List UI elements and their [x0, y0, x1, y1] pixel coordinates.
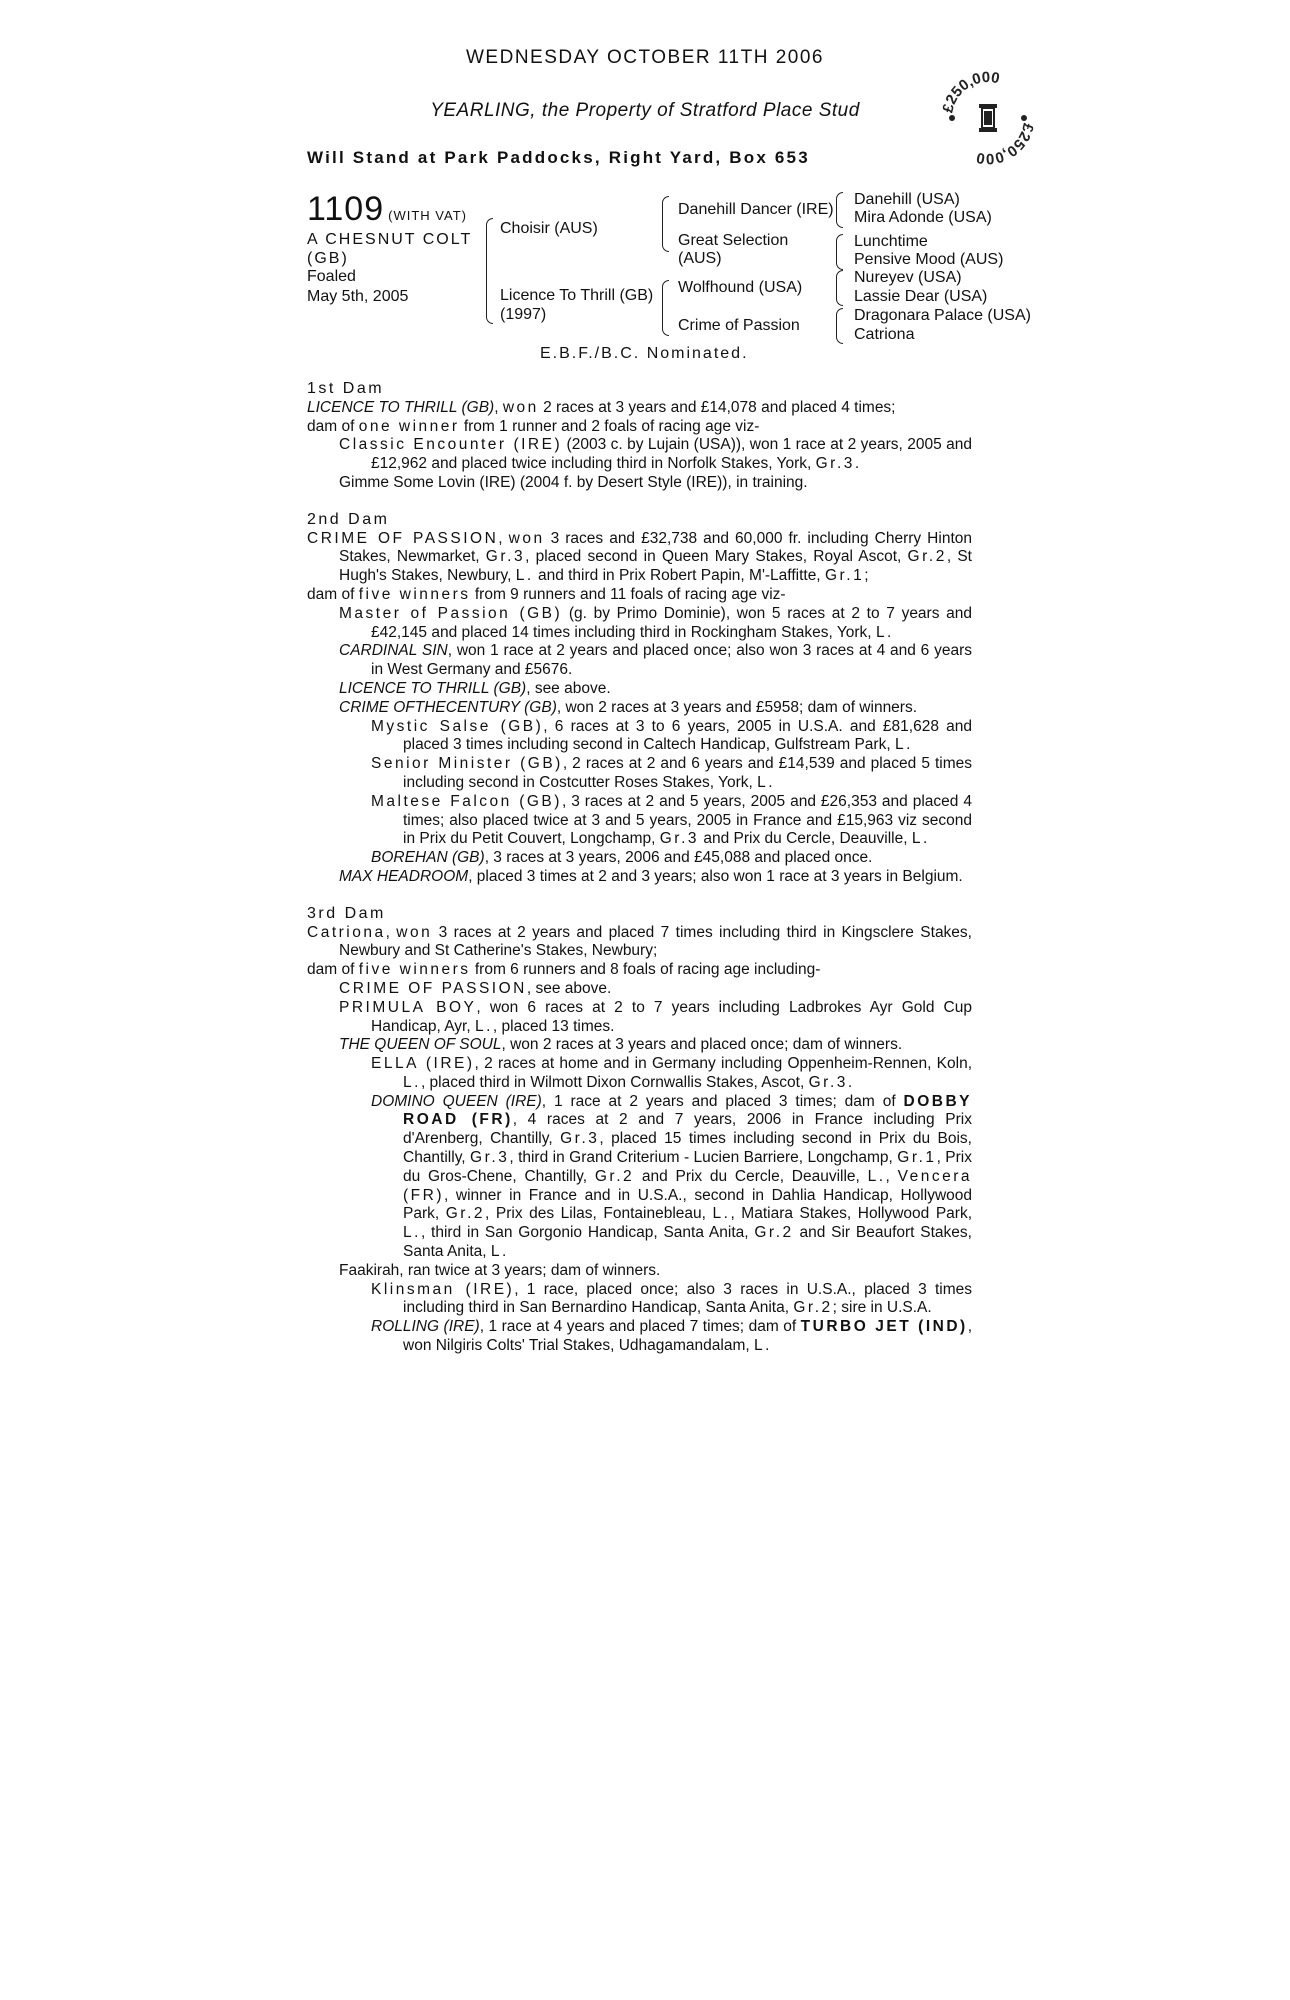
lot-description-line-1: A CHESNUT COLT: [307, 231, 473, 248]
lot-description: [307, 230, 472, 268]
first-dam-foal-2: Gimme Some Lovin (IRE) (2004 f. by Desert Style (IRE)), in training.: [339, 473, 808, 491]
second-dam-grandfoal-2: Senior Minister (GB), 2 races at 2 and 6 years and £14,539 and placed 5 times including second in Costcutter Roses Stakes, York, L.: [371, 755, 972, 791]
second-dam-foal-4: CRIME OFTHECENTURY (GB), won 2 races at 3 years and £5958; dam of winners.: [339, 698, 918, 716]
pedigree-sss: Danehill (USA): [854, 191, 960, 208]
pedigree-brace-dam: [662, 280, 669, 336]
second-dam-foal-3: LICENCE TO THRILL (GB), see above.: [339, 679, 611, 697]
pedigree-dam-dam: Crime of Passion: [678, 317, 800, 334]
pedigree-brace-sire: [662, 196, 669, 252]
second-dam-grandfoal-3: Maltese Falcon (GB), 3 races at 2 and 5 years, 2005 and £26,353 and placed 4 times; also placed twice at 3 and 5 years, 2005 in France and £15,963 viz second in Prix du Petit Couvert, Longchamp, Gr.3 and Prix du Cercle, Deauville, L.: [371, 792, 972, 848]
foaled-label: Foaled: [307, 268, 356, 285]
lot-vat: (WITH VAT): [388, 208, 467, 223]
third-dam-produce: dam of five winners from 6 runners and 8 foals of racing age including-: [307, 961, 821, 979]
pedigree-dam-line-1: Licence To Thrill (GB): [500, 287, 654, 304]
third-dam-foal-4: Faakirah, ran twice at 3 years; dam of winners.: [339, 1261, 661, 1279]
second-dam-foal-2: CARDINAL SIN, won 1 race at 2 years and placed once; also won 3 races at 4 and 6 years in West Germany and £5676.: [339, 642, 972, 679]
lot-number: [307, 190, 467, 229]
pedigree-sire: Choisir (AUS): [500, 220, 598, 237]
foaled-date: [307, 267, 408, 307]
lot-number-value: 1109: [307, 190, 385, 228]
yearling-heading: YEARLING, the Property of Stratford Place Stud: [430, 100, 860, 121]
produce-record: [307, 380, 972, 1356]
third-dam-grandfoal-3: Klinsman (IRE), 1 race, placed once; also 3 races in U.S.A., placed 3 times including third in San Bernardino Handicap, Santa Anita, Gr.2; sire in U.S.A.: [371, 1280, 972, 1317]
lot-description-line-2: (GB): [307, 250, 349, 267]
first-dam-record: LICENCE TO THRILL (GB), won 2 races at 3 years and £14,078 and placed 4 times;: [307, 398, 896, 416]
pedigree-dds: Dragonara Palace (USA): [854, 307, 1031, 324]
second-dam-produce: dam of five winners from 9 runners and 11 foals of racing age viz-: [307, 585, 786, 603]
price-seal-icon: [938, 68, 1038, 168]
second-dam-foal-5: MAX HEADROOM, placed 3 times at 2 and 3 years; also won 1 race at 3 years in Belgium.: [339, 867, 963, 885]
foaled-value: May 5th, 2005: [307, 288, 409, 305]
pedigree-sire-dam-line-1: Great Selection: [678, 232, 789, 249]
stand-location: Will Stand at Park Paddocks, Right Yard, Box 653: [307, 148, 810, 167]
pedigree-dam-sire: Wolfhound (USA): [678, 279, 803, 296]
nomination-note: E.B.F./B.C. Nominated.: [540, 345, 749, 362]
pedigree-sire-sire: Danehill Dancer (IRE): [678, 201, 834, 218]
pedigree-ssd: Mira Adonde (USA): [854, 209, 992, 226]
seal-text-top: £250,000: [939, 68, 1001, 115]
second-dam-grandfoal-1: Mystic Salse (GB), 6 races at 3 to 6 years, 2005 in U.S.A. and £81,628 and placed 3 times including second in Caltech Handicap, Gulfstream Park, L.: [371, 717, 973, 754]
second-dam-heading: 2nd Dam: [307, 510, 390, 528]
pedigree-brace-sd: [836, 234, 843, 270]
third-dam-grandfoal-4: ROLLING (IRE), 1 race at 4 years and placed 7 times; dam of TURBO JET (IND), won Nilgiris Colts' Trial Stakes, Udhagamandalam, L.: [371, 1318, 973, 1355]
third-dam-grandfoal-1: ELLA (IRE), 2 races at home and in Germany including Oppenheim-Rennen, Koln, L., placed third in Wilmott Dixon Cornwallis Stakes, Ascot, Gr.3.: [371, 1055, 972, 1091]
pedigree-sds: Lunchtime: [854, 233, 928, 250]
pedigree-brace-ss: [836, 192, 843, 228]
sale-date: WEDNESDAY OCTOBER 11TH 2006: [466, 47, 824, 68]
third-dam-foal-1: CRIME OF PASSION, see above.: [339, 979, 612, 997]
pedigree-dam-line-2: (1997): [500, 306, 547, 323]
third-dam-foal-3: THE QUEEN OF SOUL, won 2 races at 3 years and placed once; dam of winners.: [339, 1036, 903, 1054]
second-dam-grandfoal-4: BOREHAN (GB), 3 races at 3 years, 2006 and £45,088 and placed once.: [371, 849, 873, 867]
third-dam-foal-2: PRIMULA BOY, won 6 races at 2 to 7 years including Ladbrokes Ayr Gold Cup Handicap, Ayr, L., placed 13 times.: [339, 998, 972, 1035]
second-dam-foal-1: Master of Passion (GB) (g. by Primo Dominie), won 5 races at 2 to 7 years and £42,145 and placed 14 times including third in Rockingham Stakes, York, L.: [339, 604, 973, 641]
pedigree-sdd: Pensive Mood (AUS): [854, 251, 1004, 268]
pedigree-brace-ds: [836, 270, 843, 306]
third-dam-heading: 3rd Dam: [307, 904, 386, 922]
first-dam-foal-1: Classic Encounter (IRE) (2003 c. by Lujain (USA)), won 1 race at 2 years, 2005 and £12,962 and placed twice including third in Norfolk Stakes, York, Gr.3.: [339, 436, 973, 473]
pedigree-brace-main: [486, 218, 493, 324]
third-dam-grandfoal-2: DOMINO QUEEN (IRE), 1 race at 2 years and placed 3 times; dam of DOBBY ROAD (FR), 4 races at 2 and 7 years, 2006 in France including Prix d'Arenberg, Chantilly, Gr.3, placed 15 times including second in Prix du Bois, Chantilly, Gr.3, third in Grand Criterium - Lucien Barriere, Longchamp, Gr.1, Prix du Gros-Chene, Chantilly, Gr.2 and Prix du Cercle, Deauville, L., Vencera (FR), winner in France and in U.S.A., second in Dahlia Handicap, Hollywood Park, Gr.2, Prix des Lilas, Fontainebleau, L., Matiara Stakes, Hollywood Park, L., third in San Gorgonio Handicap, Santa Anita, Gr.2 and Sir Beaufort Stakes, Santa Anita, L.: [371, 1092, 973, 1261]
first-dam-produce: dam of one winner from 1 runner and 2 foals of racing age viz-: [307, 417, 760, 435]
pedigree-sire-dam-line-2: (AUS): [678, 250, 722, 267]
seal-text-bottom: £250,000: [975, 121, 1037, 168]
pedigree-ddd: Catriona: [854, 326, 915, 343]
second-dam-record: CRIME OF PASSION, won 3 races and £32,738 and 60,000 fr. including Cherry Hinton Stakes, Newmarket, Gr.3, placed second in Queen Mary Stakes, Royal Ascot, Gr.2, St Hugh's Stakes, Newbury, L. and third in Prix Robert Papin, M'-Laffitte, Gr.1;: [307, 529, 972, 585]
pedigree-dsd: Lassie Dear (USA): [854, 288, 988, 305]
first-dam-heading: 1st Dam: [307, 380, 385, 397]
pedigree-brace-dd: [836, 308, 843, 344]
pedigree-dss: Nureyev (USA): [854, 269, 962, 286]
third-dam-record: Catriona, won 3 races at 2 years and placed 7 times including third in Kingsclere Stakes, Newbury and St Catherine's Stakes, Newbury;: [307, 923, 972, 960]
